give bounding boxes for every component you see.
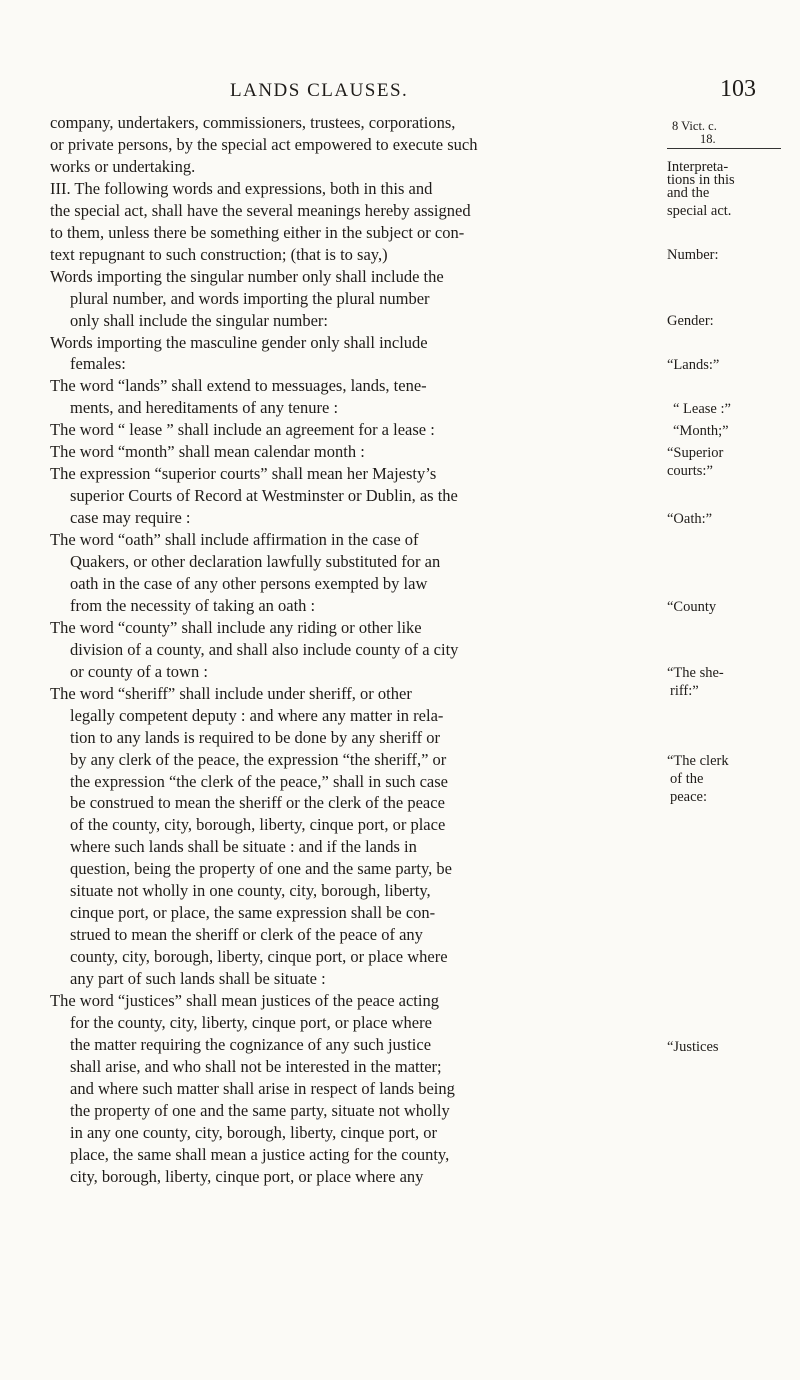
text-line: city, borough, liberty, cinque port, or place where any: [70, 1166, 424, 1186]
margin-note-superior-2: courts:”: [667, 463, 713, 479]
margin-note-county: “County: [667, 599, 717, 615]
text-line: where such lands shall be situate : and if the lands in: [70, 837, 417, 857]
text-line: The word “month” shall mean calendar month :: [50, 442, 365, 462]
margin-note-month: “Month;”: [673, 423, 729, 439]
text-line: tion to any lands is required to be done by any sheriff or: [70, 727, 440, 747]
margin-note-sheriff-2: riff:”: [670, 683, 699, 699]
margin-note-statute-number: 18.: [700, 132, 716, 146]
text-line: question, being the property of one and the same party, be: [70, 859, 452, 879]
text-line: shall arise, and who shall not be interested in the matter;: [70, 1056, 442, 1076]
text-line: The word “sheriff” shall include under sheriff, or other: [50, 683, 412, 703]
margin-note-gender: Gender:: [667, 313, 714, 329]
margin-note-clerk-1: “The clerk: [667, 753, 729, 769]
margin-note-sheriff-1: “The she-: [667, 665, 724, 681]
text-line: any part of such lands shall be situate :: [70, 969, 326, 989]
margin-note-clerk-3: peace:: [670, 789, 708, 805]
text-line: females:: [70, 354, 126, 374]
text-line: and where such matter shall arise in respect of lands being: [70, 1078, 455, 1098]
page-number: 103: [720, 76, 756, 102]
margin-note-clerk-2: of the: [670, 771, 704, 787]
running-title: LANDS CLAUSES.: [230, 80, 409, 101]
text-line: The expression “superior courts” shall mean her Majesty’s: [50, 464, 437, 484]
text-line: the property of one and the same party, situate not wholly: [70, 1100, 450, 1120]
text-line: The word “ lease ” shall include an agreement for a lease :: [50, 420, 435, 440]
text-line: plural number, and words importing the plural number: [70, 288, 430, 308]
text-line: the matter requiring the cognizance of any such justice: [70, 1034, 432, 1054]
margin-note-lands: “Lands:”: [667, 357, 720, 373]
text-line: situate not wholly in one county, city, borough, liberty,: [70, 881, 431, 901]
text-line: be construed to mean the sheriff or the clerk of the peace: [70, 793, 445, 813]
text-line: superior Courts of Record at Westminster or Dublin, as the: [70, 486, 458, 506]
text-line: Quakers, or other declaration lawfully substituted for an: [70, 552, 441, 571]
text-line: the special act, shall have the several meanings hereby assigned: [50, 200, 471, 220]
margin-note-superior-1: “Superior: [667, 445, 724, 461]
text-line: legally competent deputy : and where any matter in rela-: [70, 705, 444, 725]
text-line: by any clerk of the peace, the expression “the sheriff,” or: [70, 749, 447, 769]
text-line: case may require :: [70, 508, 191, 528]
text-line: to them, unless there be something either in the subject or con-: [50, 222, 465, 242]
text-line: works or undertaking.: [50, 156, 196, 176]
text-line: The word “lands” shall extend to messuages, lands, tene-: [50, 376, 427, 396]
text-line: or county of a town :: [70, 661, 208, 681]
text-line: division of a county, and shall also include county of a city: [70, 639, 459, 659]
margin-note-statute: 8 Vict. c.: [672, 119, 717, 133]
text-line: oath in the case of any other persons exempted by law: [70, 573, 428, 593]
text-line: of the county, city, borough, liberty, cinque port, or place: [70, 815, 446, 835]
text-line: only shall include the singular number:: [70, 310, 328, 330]
text-line: III. The following words and expressions, both in this and: [50, 178, 433, 198]
text-line: from the necessity of taking an oath :: [70, 595, 316, 615]
margin-note-justices: “Justices: [667, 1039, 719, 1055]
margin-note-lease: “ Lease :”: [673, 401, 731, 417]
text-line: in any one county, city, borough, liberty, cinque port, or: [70, 1122, 438, 1142]
margin-note-oath: “Oath:”: [667, 511, 713, 527]
page-header: [0, 76, 800, 110]
text-line: the expression “the clerk of the peace,” shall in such case: [70, 771, 448, 791]
margin-note-interpretations-1: Interpreta-: [667, 159, 729, 175]
text-line: The word “justices” shall mean justices of the peace acting: [50, 991, 439, 1010]
margin-note-number: Number:: [667, 247, 719, 263]
margin-rule: [667, 148, 781, 149]
text-line: place, the same shall mean a justice acting for the county,: [70, 1144, 450, 1164]
text-line: county, city, borough, liberty, cinque port, or place where: [70, 947, 448, 967]
text-line: The word “county” shall include any riding or other like: [50, 617, 422, 637]
text-line: ments, and hereditaments of any tenure :: [70, 398, 339, 418]
text-line: cinque port, or place, the same expression shall be con-: [70, 903, 436, 923]
text-line: company, undertakers, commissioners, trustees, corporations,: [50, 113, 456, 132]
margin-note-interpretations-2: tions in this: [667, 172, 735, 188]
text-line: The word “oath” shall include affirmation in the case of: [50, 530, 419, 550]
text-line: Words importing the singular number only shall include the: [50, 266, 444, 286]
text-line: strued to mean the sheriff or clerk of the peace of any: [70, 925, 423, 945]
text-line: text repugnant to such construction; (that is to say,): [50, 244, 388, 264]
text-line: for the county, city, liberty, cinque port, or place where: [70, 1012, 432, 1032]
margin-note-interpretations-3: and the: [667, 185, 710, 201]
margin-note-interpretations-4: special act.: [667, 203, 732, 219]
text-line: Words importing the masculine gender only shall include: [50, 332, 428, 352]
text-line: or private persons, by the special act empowered to execute such: [50, 134, 478, 154]
